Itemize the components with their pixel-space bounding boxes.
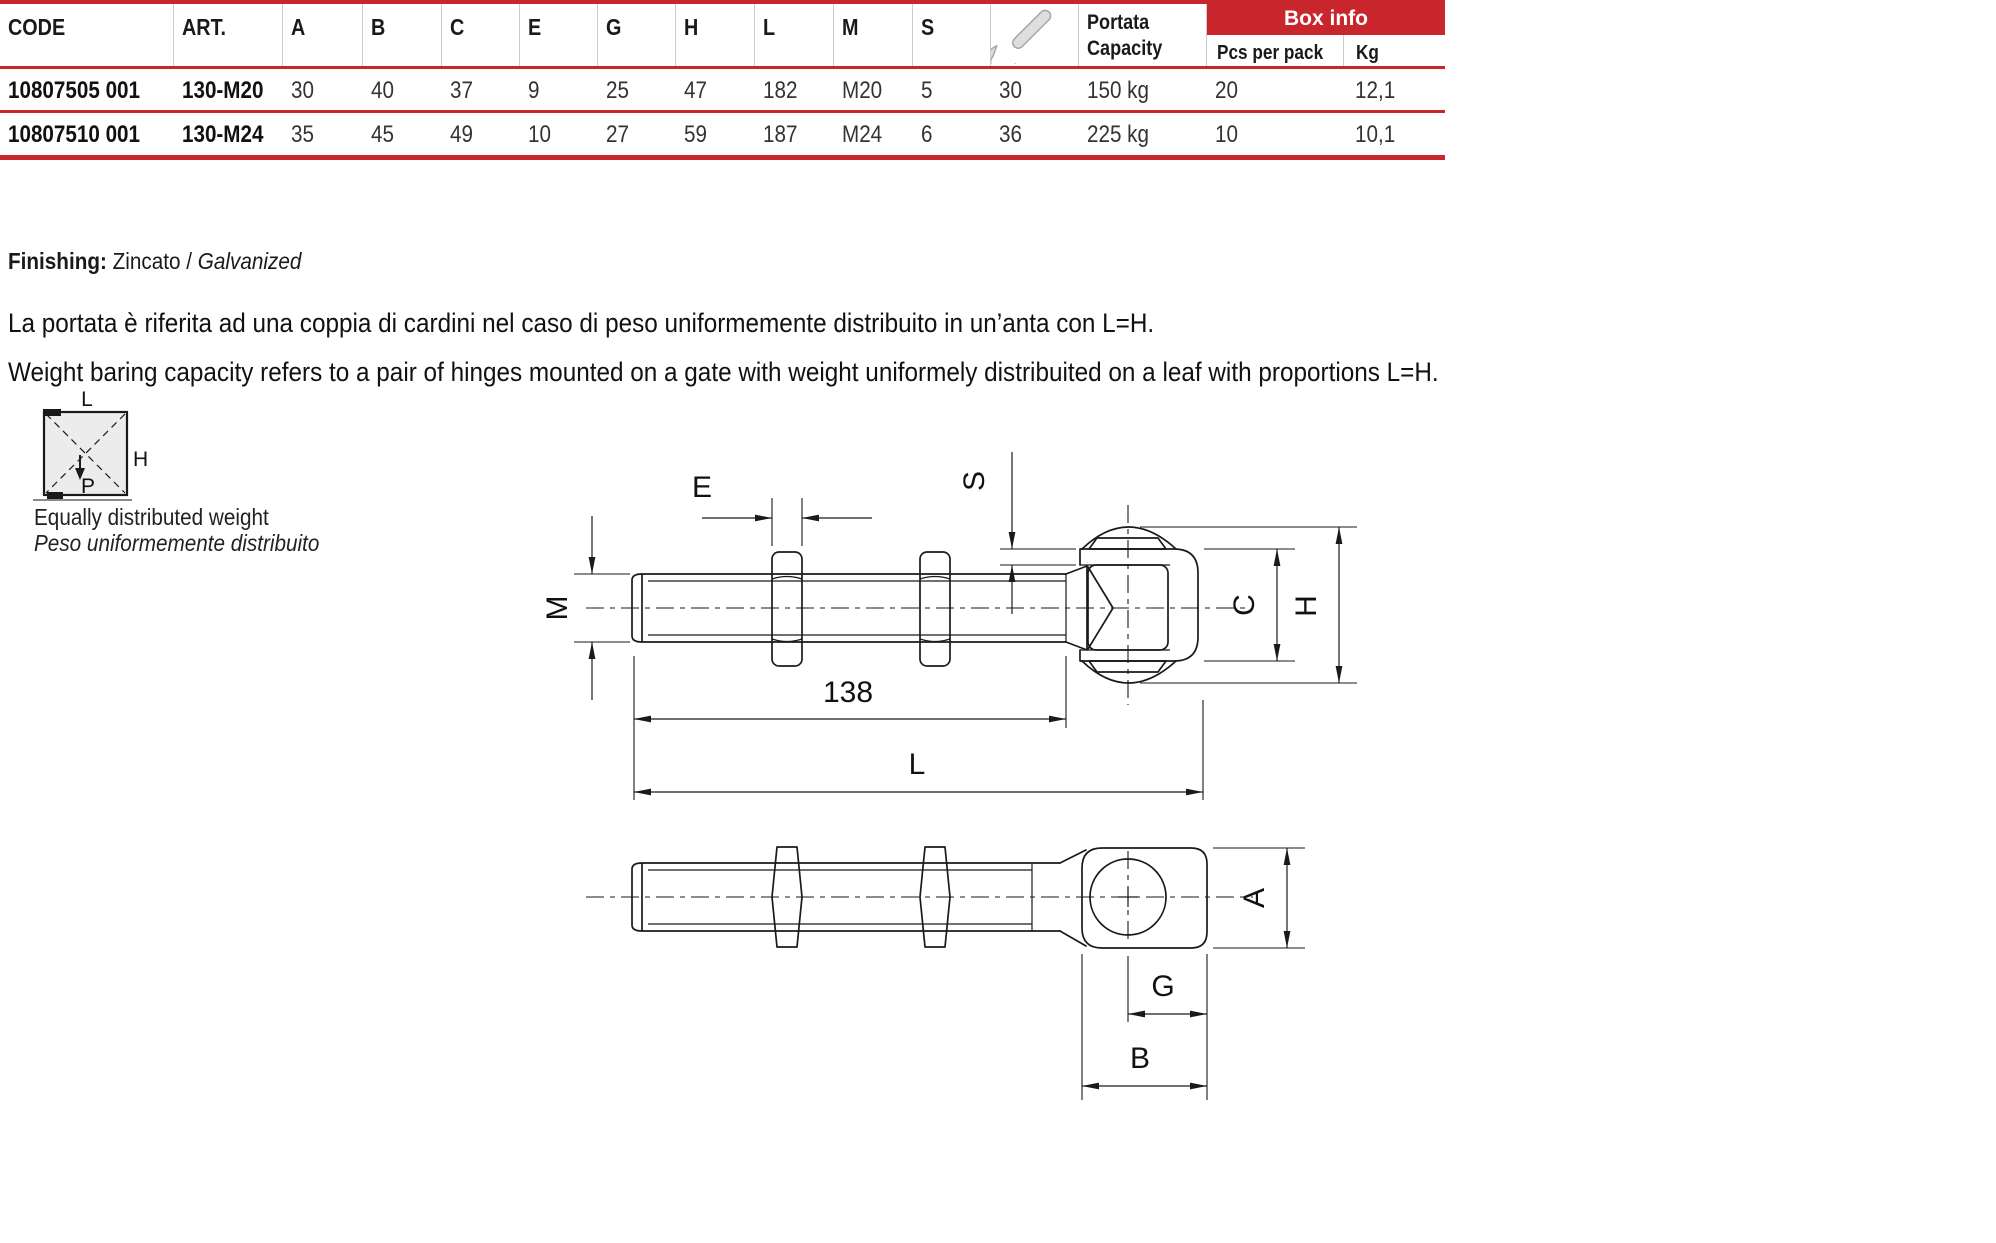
- cell-capacity: 225 kg: [1087, 121, 1149, 148]
- cell-code: 10807510 001: [8, 121, 141, 148]
- cell-m: M20: [842, 77, 883, 104]
- cell-s: 5: [921, 77, 933, 104]
- col-header-b: B: [363, 4, 442, 66]
- dim-label-g: G: [1151, 970, 1175, 1003]
- cell-c: 37: [450, 77, 473, 104]
- col-header-g: G: [598, 4, 676, 66]
- cell-wrench-size: 36: [999, 121, 1022, 148]
- cell-h: 47: [684, 77, 707, 104]
- col-header-kg: Kg: [1343, 35, 1445, 66]
- cell-g: 27: [606, 121, 629, 148]
- weight-diagram-caption-it: Peso uniformemente distribuito: [34, 530, 320, 556]
- col-header-s: S: [913, 4, 991, 66]
- dim-label-a: A: [1238, 887, 1271, 909]
- dim-label-h: H: [1290, 595, 1323, 617]
- cell-l: 187: [763, 121, 798, 148]
- dim-label-c: C: [1228, 594, 1261, 616]
- cell-kg: 10,1: [1355, 121, 1396, 148]
- cell-s: 6: [921, 121, 933, 148]
- col-header-a: A: [283, 4, 363, 66]
- dim-label-l: L: [908, 748, 926, 781]
- cell-wrench-size: 30: [999, 77, 1022, 104]
- col-header-m: M: [834, 4, 913, 66]
- cell-kg: 12,1: [1355, 77, 1396, 104]
- dim-label-m: M: [541, 595, 574, 621]
- hinge-mark-top: [43, 409, 61, 416]
- cell-b: 45: [371, 121, 394, 148]
- cell-g: 25: [606, 77, 629, 104]
- note-italian: La portata è riferita ad una coppia di cardini nel caso di peso uniformemente distribuito in un’anta con L=H.: [8, 308, 1155, 338]
- box-info-title: Box info: [1207, 4, 1445, 35]
- cell-pcs: 20: [1215, 77, 1238, 104]
- diagram-label-l: L: [81, 388, 93, 411]
- cell-h: 59: [684, 121, 707, 148]
- col-header-capacity: Portata Capacity: [1079, 4, 1207, 66]
- weight-diagram: [33, 388, 148, 500]
- weight-diagram-caption-en: Equally distributed weight: [34, 504, 269, 530]
- col-header-h: H: [676, 4, 755, 66]
- cell-art: 130-M20: [182, 77, 264, 104]
- col-header-c: C: [442, 4, 520, 66]
- eye-end: [1082, 848, 1207, 948]
- cell-e: 10: [528, 121, 551, 148]
- cell-a: 30: [291, 77, 314, 104]
- nut: [920, 552, 950, 666]
- col-header-code: CODE: [0, 4, 174, 66]
- bottom-view-drawing: [586, 847, 1305, 1100]
- cell-l: 182: [763, 77, 798, 104]
- cell-e: 9: [528, 77, 540, 104]
- note-english: Weight baring capacity refers to a pair of hinges mounted on a gate with weight uniformely distribuited on a leaf with proportions L=H.: [8, 357, 1439, 387]
- col-header-e: E: [520, 4, 598, 66]
- cell-art: 130-M24: [182, 121, 264, 148]
- cell-capacity: 150 kg: [1087, 77, 1149, 104]
- dim-label-s: S: [958, 470, 991, 492]
- finishing-value-en: Galvanized: [197, 248, 302, 274]
- cell-c: 49: [450, 121, 473, 148]
- cell-m: M24: [842, 121, 883, 148]
- col-header-art: ART.: [174, 4, 283, 66]
- dim-label-b: B: [1129, 1042, 1151, 1075]
- dim-label-138: 138: [822, 676, 874, 709]
- hinge-mark-bottom: [47, 492, 63, 499]
- cell-b: 40: [371, 77, 394, 104]
- finishing-value: Zincato /: [112, 248, 193, 274]
- top-view-drawing: [541, 452, 1357, 800]
- diagram-label-p: P: [80, 475, 96, 498]
- diagram-label-h: H: [133, 448, 149, 471]
- clevis: [1080, 505, 1198, 705]
- finishing-label: Finishing:: [8, 248, 107, 274]
- cell-pcs: 10: [1215, 121, 1238, 148]
- dim-label-e: E: [691, 471, 713, 504]
- col-header-pcs: Pcs per pack: [1217, 42, 1324, 64]
- cell-a: 35: [291, 121, 314, 148]
- cell-code: 10807505 001: [8, 77, 141, 104]
- nut: [772, 552, 802, 666]
- col-header-l: L: [755, 4, 834, 66]
